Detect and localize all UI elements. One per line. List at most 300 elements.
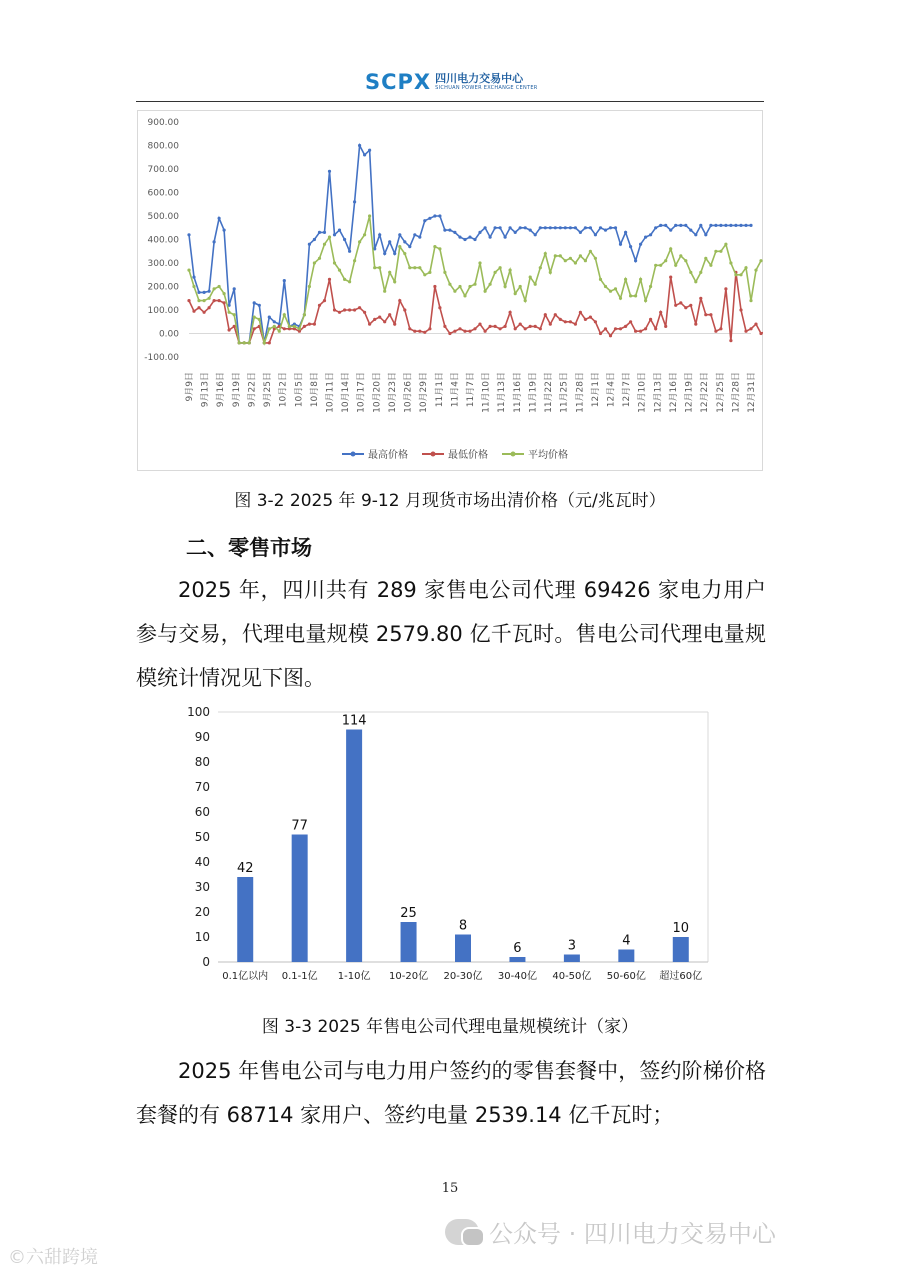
data-point: [594, 320, 597, 323]
data-point: [423, 331, 426, 334]
logo-english-name: SICHUAN POWER EXCHANGE CENTER: [435, 85, 538, 91]
data-point: [192, 276, 195, 279]
x-tick-label: 9月25日: [263, 372, 274, 408]
data-point: [378, 233, 381, 236]
data-point: [579, 254, 582, 257]
data-point: [559, 254, 562, 257]
series-3: [187, 214, 762, 344]
category-label: 0.1亿以内: [222, 971, 269, 982]
data-point: [328, 170, 331, 173]
data-point: [478, 323, 481, 326]
data-point: [213, 240, 216, 243]
data-point: [187, 299, 190, 302]
x-tick-label: 10月23日: [387, 372, 398, 413]
scpx-logo: [365, 70, 538, 94]
data-point: [504, 285, 507, 288]
data-point: [308, 285, 311, 288]
data-point: [754, 323, 757, 326]
data-point: [669, 276, 672, 279]
data-point: [393, 252, 396, 255]
data-point: [433, 214, 436, 217]
data-point: [253, 316, 256, 319]
paragraph-package-summary: 2025 年售电公司与电力用户签约的零售套餐中，签约阶梯价格套餐的有 68714 家用户、签约电量 2539.14 亿千瓦时；: [136, 1059, 766, 1127]
data-point: [463, 294, 466, 297]
paragraph-retail-summary: 2025 年，四川共有 289 家售电公司代理 69426 家电力用户参与交易，代理电量规模 2579.80 亿千瓦时。售电公司代理电量规模统计情况见下图。: [136, 578, 766, 690]
data-point: [609, 334, 612, 337]
data-point: [529, 325, 532, 328]
data-point: [338, 311, 341, 314]
y-tick-label: 100.00: [147, 306, 179, 316]
y-tick-label: 20: [194, 905, 210, 919]
data-point: [539, 226, 542, 229]
data-point: [393, 323, 396, 326]
data-point: [644, 299, 647, 302]
data-point: [699, 271, 702, 274]
data-point: [724, 243, 727, 246]
logo-chinese-name: 四川电力交易中心: [435, 72, 524, 85]
data-point: [413, 233, 416, 236]
data-point: [328, 236, 331, 239]
data-point: [694, 233, 697, 236]
data-point: [554, 226, 557, 229]
data-point: [614, 287, 617, 290]
data-point: [343, 308, 346, 311]
legend-marker: [431, 452, 436, 457]
data-point: [509, 226, 512, 229]
bar: [455, 935, 471, 963]
data-point: [634, 294, 637, 297]
x-tick-label: 10月29日: [419, 372, 430, 413]
y-tick-label: 60: [194, 805, 210, 819]
data-point: [504, 236, 507, 239]
data-point: [197, 291, 200, 294]
data-point: [539, 266, 542, 269]
data-label: 10: [672, 921, 690, 936]
data-point: [378, 266, 381, 269]
data-point: [499, 327, 502, 330]
data-point: [644, 327, 647, 330]
data-point: [529, 229, 532, 232]
data-point: [478, 231, 481, 234]
data-point: [629, 320, 632, 323]
data-point: [534, 233, 537, 236]
logo-mark: SCPX: [365, 70, 432, 94]
data-point: [594, 257, 597, 260]
data-point: [534, 283, 537, 286]
data-point: [494, 226, 497, 229]
data-point: [323, 299, 326, 302]
data-point: [408, 327, 411, 330]
data-point: [333, 308, 336, 311]
y-tick-label: 40: [194, 855, 210, 869]
data-point: [343, 278, 346, 281]
data-point: [323, 231, 326, 234]
data-point: [218, 285, 221, 288]
category-label: 50-60亿: [606, 971, 646, 982]
x-tick-label: 9月22日: [247, 372, 258, 408]
legend-label: 最低价格: [448, 450, 488, 461]
data-point: [293, 325, 296, 328]
data-point: [373, 318, 376, 321]
data-point: [624, 231, 627, 234]
data-point: [253, 327, 256, 330]
y-tick-label: 0: [202, 955, 210, 969]
y-tick-label: 100: [187, 705, 210, 719]
data-point: [268, 327, 271, 330]
data-point: [398, 299, 401, 302]
data-point: [197, 299, 200, 302]
data-point: [388, 240, 391, 243]
x-tick-label: 11月4日: [450, 372, 461, 408]
data-point: [629, 294, 632, 297]
legend-label: 最高价格: [368, 450, 408, 461]
data-point: [659, 264, 662, 267]
data-point: [203, 299, 206, 302]
data-point: [333, 261, 336, 264]
data-point: [574, 261, 577, 264]
x-tick-label: 12月4日: [606, 372, 617, 408]
data-point: [228, 328, 231, 331]
data-point: [308, 323, 311, 326]
data-point: [208, 290, 211, 293]
category-label: 超过60亿: [659, 971, 703, 982]
data-point: [413, 266, 416, 269]
data-point: [684, 224, 687, 227]
data-point: [614, 327, 617, 330]
data-point: [714, 330, 717, 333]
data-point: [699, 224, 702, 227]
data-point: [549, 271, 552, 274]
data-point: [438, 247, 441, 250]
data-point: [739, 224, 742, 227]
wechat-watermark: [445, 1214, 776, 1249]
legend-marker: [511, 452, 516, 457]
data-point: [579, 311, 582, 314]
bar: [509, 957, 525, 962]
data-label: 8: [458, 918, 468, 934]
data-point: [243, 341, 246, 344]
data-point: [473, 238, 476, 241]
category-label: 40-50亿: [552, 971, 592, 982]
data-point: [253, 301, 256, 304]
data-point: [438, 214, 441, 217]
data-point: [569, 226, 572, 229]
data-point: [544, 252, 547, 255]
data-point: [473, 327, 476, 330]
data-point: [519, 226, 522, 229]
data-point: [323, 243, 326, 246]
data-point: [599, 332, 602, 335]
data-point: [754, 269, 757, 272]
data-point: [589, 316, 592, 319]
data-point: [544, 313, 547, 316]
data-label: 4: [622, 933, 631, 949]
bar: [564, 955, 580, 963]
data-point: [453, 231, 456, 234]
data-point: [709, 313, 712, 316]
data-point: [714, 224, 717, 227]
data-point: [634, 330, 637, 333]
data-point: [368, 214, 371, 217]
data-point: [373, 266, 376, 269]
data-point: [484, 290, 487, 293]
data-point: [749, 327, 752, 330]
data-point: [313, 261, 316, 264]
data-point: [233, 313, 236, 316]
data-point: [192, 310, 195, 313]
data-point: [318, 304, 321, 307]
data-point: [473, 283, 476, 286]
bar: [401, 922, 417, 962]
x-tick-label: 10月5日: [294, 372, 305, 408]
data-point: [514, 231, 517, 234]
data-point: [669, 229, 672, 232]
data-point: [524, 327, 527, 330]
data-point: [599, 226, 602, 229]
y-tick-label: 400.00: [147, 235, 179, 246]
data-point: [478, 261, 481, 264]
data-point: [694, 323, 697, 326]
data-point: [674, 264, 677, 267]
data-point: [614, 226, 617, 229]
data-point: [554, 254, 557, 257]
data-point: [639, 243, 642, 246]
data-point: [438, 306, 441, 309]
data-point: [433, 245, 436, 248]
bar: [673, 937, 689, 962]
data-point: [428, 327, 431, 330]
data-point: [213, 299, 216, 302]
bar: [618, 950, 634, 963]
data-point: [619, 327, 622, 330]
data-point: [308, 243, 311, 246]
legend-marker: [351, 452, 356, 457]
data-point: [739, 308, 742, 311]
data-point: [689, 304, 692, 307]
data-point: [318, 231, 321, 234]
x-tick-label: 11月13日: [497, 372, 508, 413]
data-point: [709, 264, 712, 267]
data-point: [674, 224, 677, 227]
data-point: [684, 306, 687, 309]
x-tick-label: 11月7日: [466, 372, 476, 408]
data-point: [333, 233, 336, 236]
data-point: [283, 313, 286, 316]
x-tick-label: 11月28日: [575, 372, 586, 413]
category-label: 1-10亿: [337, 971, 371, 982]
data-point: [428, 217, 431, 220]
data-point: [348, 250, 351, 253]
data-point: [719, 224, 722, 227]
data-point: [403, 240, 406, 243]
section-heading: 二、零售市场: [186, 536, 312, 560]
data-point: [679, 224, 682, 227]
page-number: 15: [441, 1181, 459, 1196]
data-point: [734, 224, 737, 227]
data-point: [318, 257, 321, 260]
y-tick-label: 900.00: [147, 118, 179, 128]
data-point: [684, 259, 687, 262]
x-tick-label: 11月22日: [544, 372, 555, 413]
data-point: [679, 301, 682, 304]
watermark-text: 公众号 · 四川电力交易中心: [489, 1220, 776, 1248]
data-point: [609, 290, 612, 293]
data-point: [604, 327, 607, 330]
data-point: [679, 254, 682, 257]
y-tick-label: 80: [194, 755, 210, 769]
data-point: [348, 280, 351, 283]
data-point: [489, 283, 492, 286]
data-point: [358, 306, 361, 309]
data-point: [649, 233, 652, 236]
data-point: [388, 271, 391, 274]
data-point: [453, 290, 456, 293]
data-point: [383, 252, 386, 255]
data-point: [418, 266, 421, 269]
x-tick-label: 9月19日: [231, 372, 242, 408]
data-point: [338, 269, 341, 272]
data-point: [223, 229, 226, 232]
data-point: [759, 259, 762, 262]
data-point: [559, 318, 562, 321]
data-point: [719, 250, 722, 253]
data-point: [694, 280, 697, 283]
data-label: 42: [236, 861, 254, 876]
data-point: [408, 266, 411, 269]
data-point: [358, 240, 361, 243]
x-tick-label: 10月17日: [356, 372, 367, 413]
data-point: [729, 224, 732, 227]
data-point: [363, 233, 366, 236]
data-point: [187, 233, 190, 236]
data-point: [448, 283, 451, 286]
data-point: [654, 327, 657, 330]
x-tick-label: 12月10日: [637, 372, 648, 413]
data-point: [353, 259, 356, 262]
data-point: [238, 341, 241, 344]
data-point: [589, 226, 592, 229]
data-point: [484, 226, 487, 229]
category-label: 10-20亿: [389, 971, 429, 982]
data-point: [584, 226, 587, 229]
data-point: [423, 219, 426, 222]
data-point: [689, 229, 692, 232]
bar: [237, 877, 253, 962]
data-point: [283, 327, 286, 330]
data-point: [383, 320, 386, 323]
data-point: [223, 292, 226, 295]
data-point: [408, 245, 411, 248]
y-tick-label: -100.00: [144, 353, 179, 363]
data-point: [494, 271, 497, 274]
x-tick-label: 10月14日: [341, 372, 352, 413]
data-point: [669, 247, 672, 250]
data-point: [363, 311, 366, 314]
corner-watermark: ©六甜跨境: [8, 1247, 98, 1268]
data-point: [233, 287, 236, 290]
y-tick-label: 0.00: [158, 329, 179, 340]
data-point: [644, 236, 647, 239]
category-label: 0.1-1亿: [281, 971, 318, 982]
x-tick-label: 11月19日: [528, 372, 539, 413]
y-tick-label: 300.00: [147, 259, 179, 269]
x-tick-label: 9月13日: [200, 372, 211, 408]
data-point: [328, 278, 331, 281]
data-point: [654, 226, 657, 229]
data-point: [674, 304, 677, 307]
data-point: [463, 238, 466, 241]
x-tick-label: 12月19日: [684, 372, 695, 413]
y-tick-label: 600.00: [147, 188, 179, 199]
data-point: [248, 341, 251, 344]
data-point: [574, 226, 577, 229]
data-point: [709, 224, 712, 227]
data-point: [208, 306, 211, 309]
data-point: [499, 226, 502, 229]
data-point: [484, 330, 487, 333]
data-point: [403, 252, 406, 255]
data-point: [448, 332, 451, 335]
data-point: [559, 226, 562, 229]
data-point: [544, 226, 547, 229]
bar: [292, 835, 308, 963]
data-point: [664, 224, 667, 227]
data-point: [398, 245, 401, 248]
y-tick-label: 500.00: [147, 212, 179, 222]
data-point: [604, 229, 607, 232]
data-point: [719, 327, 722, 330]
data-point: [443, 229, 446, 232]
figure1-caption: 图 3-2 2025 年 9-12 月现货市场出清价格（元/兆瓦时）: [234, 491, 666, 511]
data-point: [689, 271, 692, 274]
data-point: [704, 257, 707, 260]
data-point: [729, 261, 732, 264]
legend-label: 平均价格: [528, 450, 568, 461]
retail-scale-bar-chart: [180, 700, 710, 990]
data-point: [584, 259, 587, 262]
x-tick-label: 10月11日: [325, 372, 336, 413]
x-tick-label: 12月16日: [668, 372, 679, 413]
data-point: [604, 285, 607, 288]
y-tick-label: 70: [194, 780, 210, 794]
data-point: [273, 320, 276, 323]
data-label: 25: [400, 906, 417, 921]
data-point: [659, 311, 662, 314]
data-point: [378, 316, 381, 319]
data-point: [358, 144, 361, 147]
data-point: [744, 266, 747, 269]
data-point: [519, 285, 522, 288]
data-point: [489, 236, 492, 239]
data-point: [489, 325, 492, 328]
data-point: [504, 325, 507, 328]
data-point: [649, 285, 652, 288]
data-point: [393, 280, 396, 283]
data-point: [574, 323, 577, 326]
data-point: [288, 325, 291, 328]
data-point: [303, 325, 306, 328]
data-point: [744, 330, 747, 333]
x-tick-label: 11月1日: [434, 372, 445, 408]
data-point: [749, 299, 752, 302]
data-point: [639, 278, 642, 281]
data-point: [659, 224, 662, 227]
data-point: [428, 271, 431, 274]
data-point: [609, 226, 612, 229]
data-point: [443, 325, 446, 328]
data-point: [413, 330, 416, 333]
data-point: [283, 279, 286, 282]
